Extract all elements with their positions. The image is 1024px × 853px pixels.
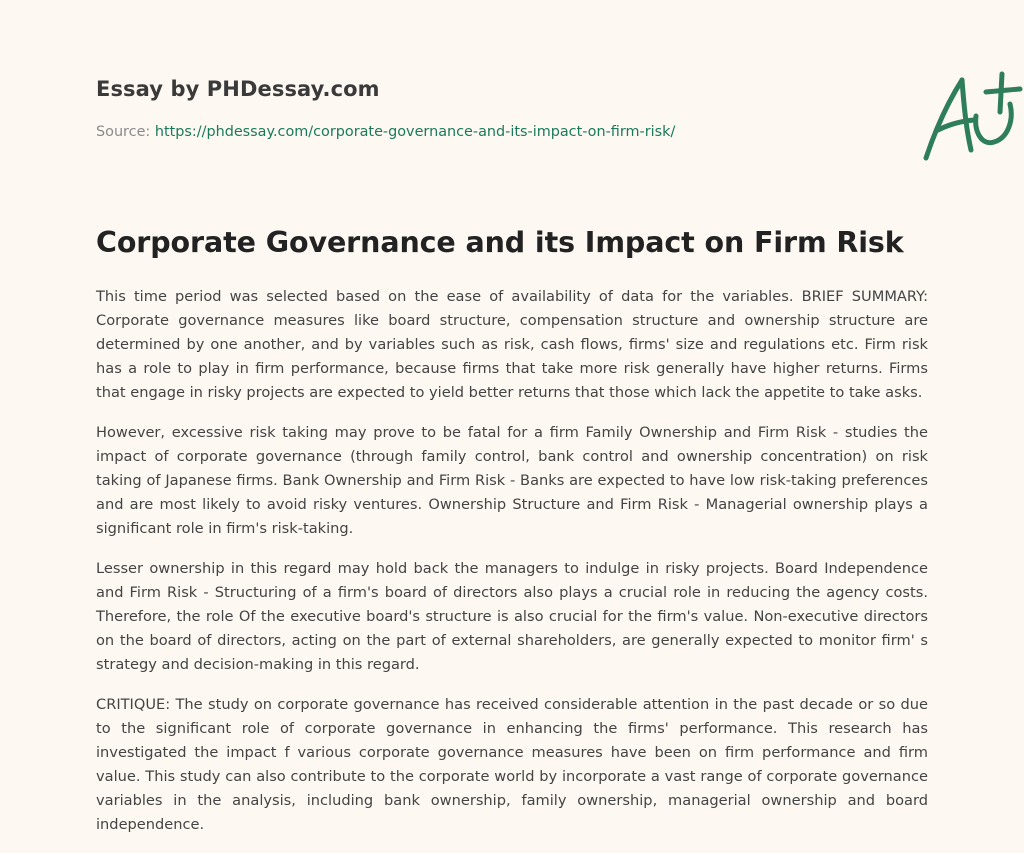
a-plus-logo-icon: [916, 66, 1024, 166]
source-link[interactable]: https://phdessay.com/corporate-governance-and-its-impact-on-firm-risk/: [154, 124, 676, 140]
essay-paragraph: Lesser ownership in this regard may hold back the managers to indulge in risky projects. Board Independence and Firm Risk - Structuring of a firm's board of directors also plays a crucial role in reducing the agency costs. Therefore, the role Of the executive board's structure is also crucial for the firm's value. Non-executive directors on the board of directors, acting on the part of external shareholders, are generally expected to monitor firm' s strategy and decision-making in this regard.: [96, 560, 928, 673]
brand-title: Essay by PHDessay.com: [96, 77, 380, 101]
essay-paragraph: CRITIQUE: The study on corporate governance has received considerable attention in the past decade or so due to the significant role of corporate governance in enhancing the firms' performance. This research has investigated the impact f various corporate governance measures have been on firm performance and firm value. This study can also contribute to the corporate world by incorporate a vast range of corporate governance variables in the analysis, including bank ownership, family ownership, managerial ownership and board independence.: [96, 696, 928, 833]
essay-paragraph: However, excessive risk taking may prove to be fatal for a firm Family Ownership and Firm Risk - studies the impact of corporate governance (through family control, bank control and ownership concentration) on risk taking of Japanese firms. Bank Ownership and Firm Risk - Banks are expected to have low risk-taking preferences and are most likely to avoid risky ventures. Ownership Structure and Firm Risk - Managerial ownership plays a significant role in firm's risk-taking.: [96, 424, 928, 537]
essay-body: [96, 285, 928, 853]
essay-title: Corporate Governance and its Impact on Firm Risk: [96, 226, 904, 259]
essay-paragraph: This time period was selected based on the ease of availability of data for the variables. BRIEF SUMMARY: Corporate governance measures like board structure, compensation structure and ownership structure are determined by one another, and by variables such as risk, cash flows, firms' size and regulations etc. Firm risk has a role to play in firm performance, because firms that take more risk generally have higher returns. Firms that engage in risky projects are expected to yield better returns that those which lack the appetite to take asks.: [96, 288, 928, 401]
source-line: [96, 124, 675, 140]
source-label: Source:: [96, 124, 155, 140]
